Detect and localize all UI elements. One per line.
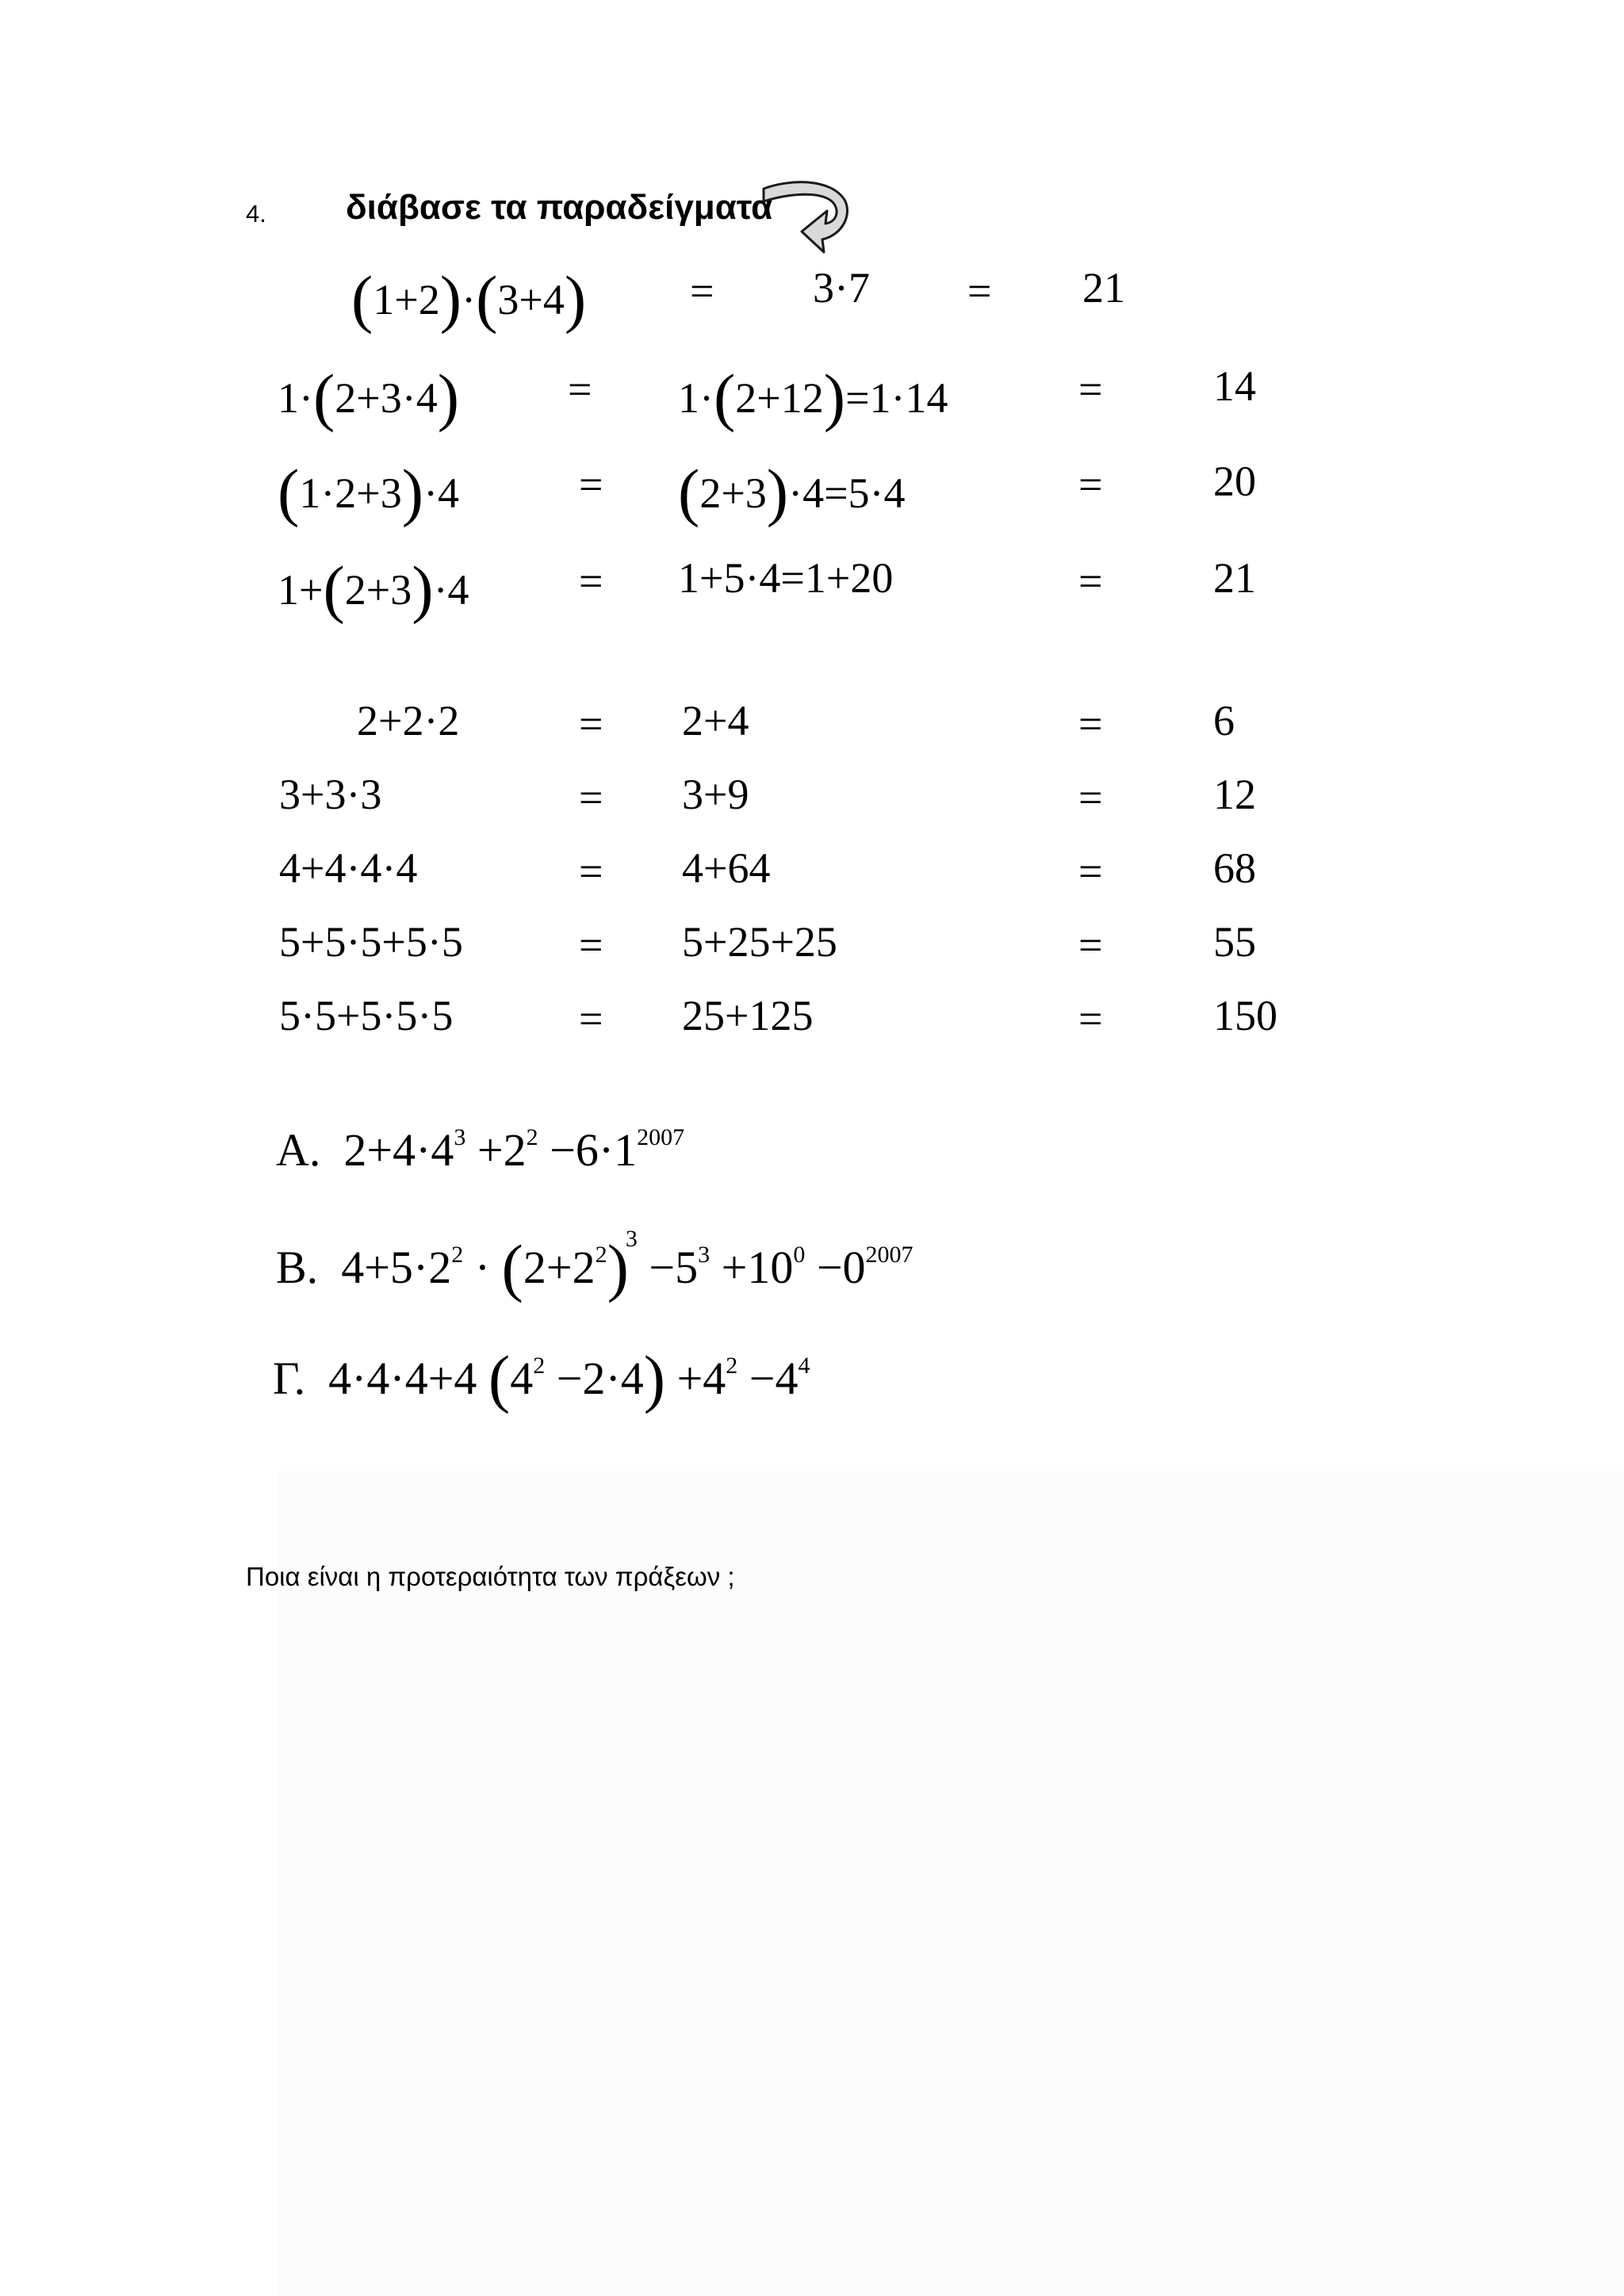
example-7-expression: 4+4·4·4 <box>279 844 418 892</box>
exercise-label: Γ. <box>273 1353 306 1404</box>
term: 2+4·4 <box>343 1124 454 1176</box>
example-2-step: 1·(2+12)=1·14 <box>678 361 948 433</box>
exponent: 2 <box>726 1353 738 1379</box>
background-panel <box>278 1471 1624 2296</box>
term: =1·14 <box>845 374 948 422</box>
example-1-step: 3·7 <box>813 264 870 312</box>
example-6-expression: 3+3·3 <box>279 771 382 818</box>
example-4-equals-2: = <box>1078 557 1103 605</box>
term: ·4 <box>423 469 460 517</box>
term: −2·4 <box>556 1353 644 1404</box>
exercise-number: 4. <box>246 200 266 228</box>
example-5-equals: = <box>579 700 603 748</box>
exponent: 3 <box>454 1124 466 1150</box>
term: −6·1 <box>550 1124 638 1176</box>
example-9-result: 150 <box>1213 992 1277 1039</box>
term: 1+ <box>278 566 324 614</box>
example-5-result: 6 <box>1213 697 1235 744</box>
exponent: 2 <box>526 1124 538 1150</box>
exponent: 2007 <box>865 1242 914 1268</box>
exponent: 2 <box>451 1242 464 1268</box>
example-2-expression: 1·(2+3·4) <box>278 361 460 433</box>
term: ·4 <box>433 566 469 614</box>
example-9-equals-2: = <box>1078 995 1103 1043</box>
example-9-expression: 5·5+5·5·5 <box>279 992 454 1039</box>
exponent: 3 <box>625 1226 638 1252</box>
exponent: 3 <box>698 1242 710 1268</box>
example-3-step: (2+3)·4=5·4 <box>678 456 906 528</box>
paren-group: 1+2 <box>373 276 440 323</box>
example-4-result: 21 <box>1213 554 1256 602</box>
example-8-equals-2: = <box>1078 921 1103 969</box>
example-1-equals: = <box>690 267 714 315</box>
example-2-result: 14 <box>1213 362 1256 410</box>
paren-group: 3+4 <box>497 276 565 323</box>
exercise-b: B. $4+5\cdot 2^2 \cdot (2+2^2)^3 -5^3 +10^0 -0^{2007}$ <box>276 1226 914 1303</box>
example-3-result: 20 <box>1213 457 1256 505</box>
term: −4 <box>749 1353 799 1404</box>
term: · <box>474 1242 491 1293</box>
exponent: 4 <box>798 1353 810 1379</box>
example-6-equals-2: = <box>1078 774 1103 821</box>
term: 4·4·4+4 <box>328 1353 477 1404</box>
priority-question: Ποια είναι η προτεραιότητα των πράξεων ; <box>246 1562 735 1591</box>
paren-group: 2+3 <box>344 566 412 614</box>
example-5-equals-2: = <box>1078 700 1103 748</box>
example-7-result: 68 <box>1213 844 1256 892</box>
exercise-a <box>276 1124 685 1176</box>
term: −5 <box>649 1242 699 1293</box>
exercise-label: A. <box>276 1124 321 1176</box>
example-8-step: 5+25+25 <box>682 918 837 966</box>
example-4-step: 1+5·4=1+20 <box>678 554 894 602</box>
example-3-expression: (1·2+3)·4 <box>278 456 460 528</box>
exponent: 2 <box>533 1353 546 1379</box>
paren-group: 2+3 <box>699 469 767 517</box>
example-2-equals-2: = <box>1078 365 1103 413</box>
example-6-result: 12 <box>1213 771 1256 818</box>
example-8-equals: = <box>579 921 603 969</box>
dot-operator: · <box>462 276 477 323</box>
example-4-equals: = <box>579 557 603 605</box>
example-1-equals-2: = <box>967 267 992 315</box>
example-6-step: 3+9 <box>682 771 749 818</box>
exponent: 2007 <box>637 1124 685 1150</box>
example-7-step: 4+64 <box>682 844 771 892</box>
example-1-expression: (1+2)·(3+4) <box>351 262 587 335</box>
term: 1· <box>278 374 313 422</box>
exercise-title: διάβασε τα παραδείγματα <box>346 188 773 227</box>
example-9-equals: = <box>579 995 603 1043</box>
exercise-label: B. <box>276 1242 319 1293</box>
paren-group: 2+3·4 <box>335 374 438 422</box>
paren-group: 2+12 <box>735 374 824 422</box>
term: ·4=5·4 <box>788 469 906 517</box>
term: +4 <box>676 1353 726 1404</box>
exponent: 2 <box>595 1242 607 1268</box>
exercise-c: Γ. 4·4·4+4 $(4^2 -2\cdot 4) +4^2 -4^4$ <box>273 1342 810 1414</box>
example-7-equals-2: = <box>1078 848 1103 895</box>
exponent: 0 <box>793 1242 806 1268</box>
example-4-expression: 1+(2+3)·4 <box>278 553 469 625</box>
term: 1· <box>678 374 714 422</box>
term: +2 <box>477 1124 527 1176</box>
term: 4+5·2 <box>341 1242 452 1293</box>
paren-group: 1·2+3 <box>299 469 402 517</box>
term: −0 <box>816 1242 866 1293</box>
term: 2+2 <box>523 1242 596 1293</box>
example-3-equals-2: = <box>1078 461 1103 508</box>
example-7-equals: = <box>579 848 603 895</box>
example-2-equals: = <box>568 365 592 413</box>
example-6-equals: = <box>579 774 603 821</box>
example-8-result: 55 <box>1213 918 1256 966</box>
example-3-equals: = <box>579 461 603 508</box>
example-5-step: 2+4 <box>682 697 749 744</box>
example-5-expression: 2+2·2 <box>357 697 460 744</box>
example-1-result: 21 <box>1082 264 1125 312</box>
term: 4 <box>510 1353 534 1404</box>
example-9-step: 25+125 <box>682 992 814 1039</box>
term: +10 <box>721 1242 794 1293</box>
curved-return-arrow-icon <box>757 176 852 265</box>
example-8-expression: 5+5·5+5·5 <box>279 918 463 966</box>
